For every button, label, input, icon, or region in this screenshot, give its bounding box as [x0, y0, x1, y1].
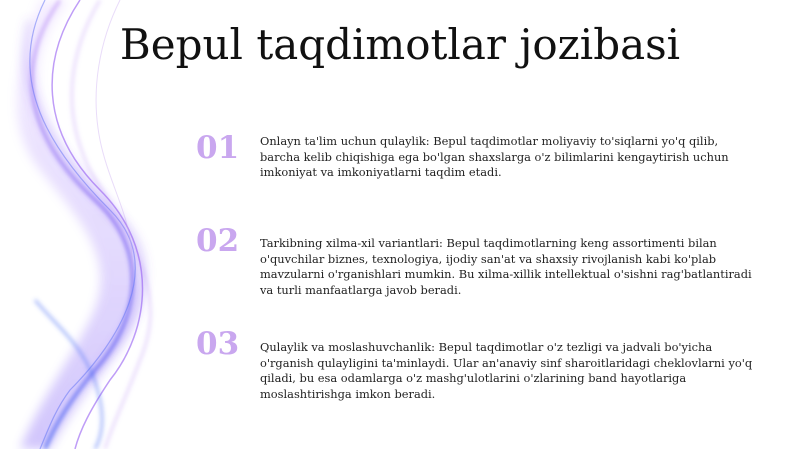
item-number: 03: [196, 326, 240, 362]
item-text: Qulaylik va moslashuvchanlik: Bepul taqdimotlar o'z tezligi va jadvali bo'yicha o'rganish qulayligini ta'minlaydi. Ular an'anaviy sinf sharoitlaridagi cheklovlarni yo'q qiladi, bu esa odamlarga o'z mashg'ulotlarini o'zlarining band hayotlariga moslashtirishga imkon beradi.: [260, 340, 753, 401]
slide-title: Bepul taqdimotlar jozibasi: [119, 20, 681, 69]
item-number: 02: [196, 223, 240, 259]
item-text: Onlayn ta'lim uchun qulaylik: Bepul taqdimotlar moliyaviy to'siqlarni yo'q qilib, barcha kelib chiqishiga ega bo'lgan shaxslarga o'z bilimlarini kengaytirish uchun imkoniyat va imkoniyatlarni taqdim etadi.: [260, 134, 729, 179]
item-text: Tarkibning xilma-xil variantlari: Bepul taqdimotlarning keng assortimenti bilan o'quvchilar biznes, texnologiya, ijodiy san'at va shaxsiy rivojlanish kabi ko'plab mavzularni o'rganishlari mumkin. Bu xilma-xillik intellektual o'sishni rag'batlantiradi va turli manfaatlarga javob beradi.: [260, 236, 752, 297]
item-number: 01: [196, 130, 240, 166]
